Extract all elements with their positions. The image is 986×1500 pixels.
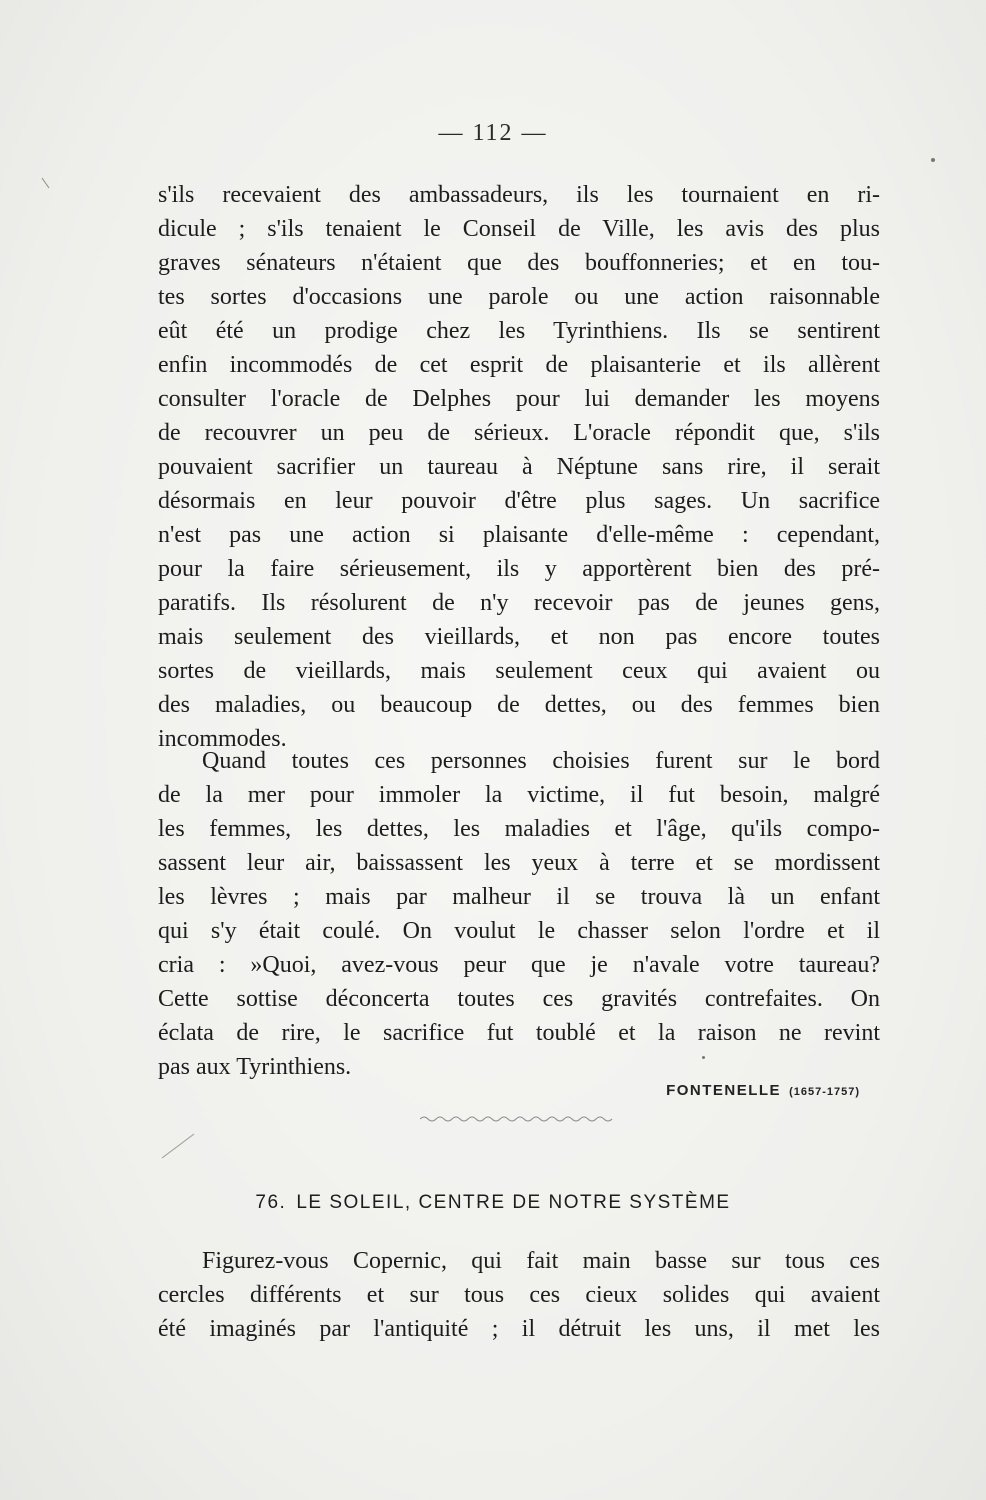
paper-speck bbox=[931, 158, 935, 162]
text-line: les lèvres ; mais par malheur il se trouva là un enfant bbox=[158, 884, 880, 910]
paragraph-1 bbox=[158, 178, 880, 756]
text-line: de la mer pour immoler la victime, il fut besoin, malgré bbox=[158, 782, 880, 808]
text-line: mais seulement des vieillards, et non pas encore toutes bbox=[158, 624, 880, 650]
text-line: cercles différents et sur tous ces cieux solides qui avaient bbox=[158, 1282, 880, 1308]
text-line: pas aux Tyrinthiens. bbox=[158, 1054, 352, 1080]
text-line: Cette sottise déconcerta toutes ces gravités contrefaites. On bbox=[158, 986, 880, 1012]
text-line: Figurez-vous Copernic, qui fait main basse sur tous ces bbox=[202, 1248, 880, 1274]
author-attribution bbox=[666, 1082, 860, 1099]
wavy-divider-ornament bbox=[420, 1114, 616, 1124]
text-line: été imaginés par l'antiquité ; il détruit les uns, il met les bbox=[158, 1316, 880, 1342]
text-line: graves sénateurs n'étaient que des bouffonneries; et en tou- bbox=[158, 250, 880, 276]
text-line: eût été un prodige chez les Tyrinthiens. Ils se sentirent bbox=[158, 318, 880, 344]
text-line: incommodes. bbox=[158, 726, 287, 752]
text-line: pouvaient sacrifier un taureau à Néptune sans rire, il serait bbox=[158, 454, 880, 480]
stray-pencil-mark bbox=[160, 1132, 196, 1160]
text-line: enfin incommodés de cet esprit de plaisanterie et ils allèrent bbox=[158, 352, 880, 378]
section-heading bbox=[0, 1192, 986, 1214]
section-number: 76. bbox=[255, 1192, 287, 1213]
text-line: désormais en leur pouvoir d'être plus sages. Un sacrifice bbox=[158, 488, 880, 514]
text-line: de recouvrer un peu de sérieux. L'oracle répondit que, s'ils bbox=[158, 420, 880, 446]
text-line: les femmes, les dettes, les maladies et l'âge, qu'ils compo- bbox=[158, 816, 880, 842]
author-dates: (1657-1757) bbox=[789, 1086, 860, 1098]
text-line: paratifs. Ils résolurent de n'y recevoir pas de jeunes gens, bbox=[158, 590, 880, 616]
text-line: pour la faire sérieusement, ils y apportèrent bien des pré- bbox=[158, 556, 880, 582]
text-line: Quand toutes ces personnes choisies furent sur le bord bbox=[202, 748, 880, 774]
page-number: — 112 — bbox=[438, 120, 548, 146]
paragraph-3 bbox=[158, 1244, 880, 1346]
text-line: des maladies, ou beaucoup de dettes, ou des femmes bien bbox=[158, 692, 880, 718]
text-line: s'ils recevaient des ambassadeurs, ils les tournaient en ri- bbox=[158, 182, 880, 208]
text-line: éclata de rire, le sacrifice fut toublé et la raison ne revint bbox=[158, 1020, 880, 1046]
text-line: sortes de vieillards, mais seulement ceux qui avaient ou bbox=[158, 658, 880, 684]
text-line: n'est pas une action si plaisante d'elle-même : cependant, bbox=[158, 522, 880, 548]
paper-speck bbox=[702, 1056, 705, 1059]
section-title: LE SOLEIL, CENTRE DE NOTRE SYSTÈME bbox=[296, 1192, 731, 1213]
text-line: dicule ; s'ils tenaient le Conseil de Ville, les avis des plus bbox=[158, 216, 880, 242]
text-line: consulter l'oracle de Delphes pour lui demander les moyens bbox=[158, 386, 880, 412]
text-line: sassent leur air, baissassent les yeux à terre et se mordissent bbox=[158, 850, 880, 876]
text-line: cria : »Quoi, avez-vous peur que je n'avale votre taureau? bbox=[158, 952, 880, 978]
stray-pencil-mark bbox=[40, 176, 52, 190]
paragraph-2 bbox=[158, 744, 880, 1084]
text-line: tes sortes d'occasions une parole ou une action raisonnable bbox=[158, 284, 880, 310]
text-line: qui s'y était coulé. On voulut le chasser selon l'ordre et il bbox=[158, 918, 880, 944]
author-name: FONTENELLE bbox=[666, 1082, 782, 1099]
